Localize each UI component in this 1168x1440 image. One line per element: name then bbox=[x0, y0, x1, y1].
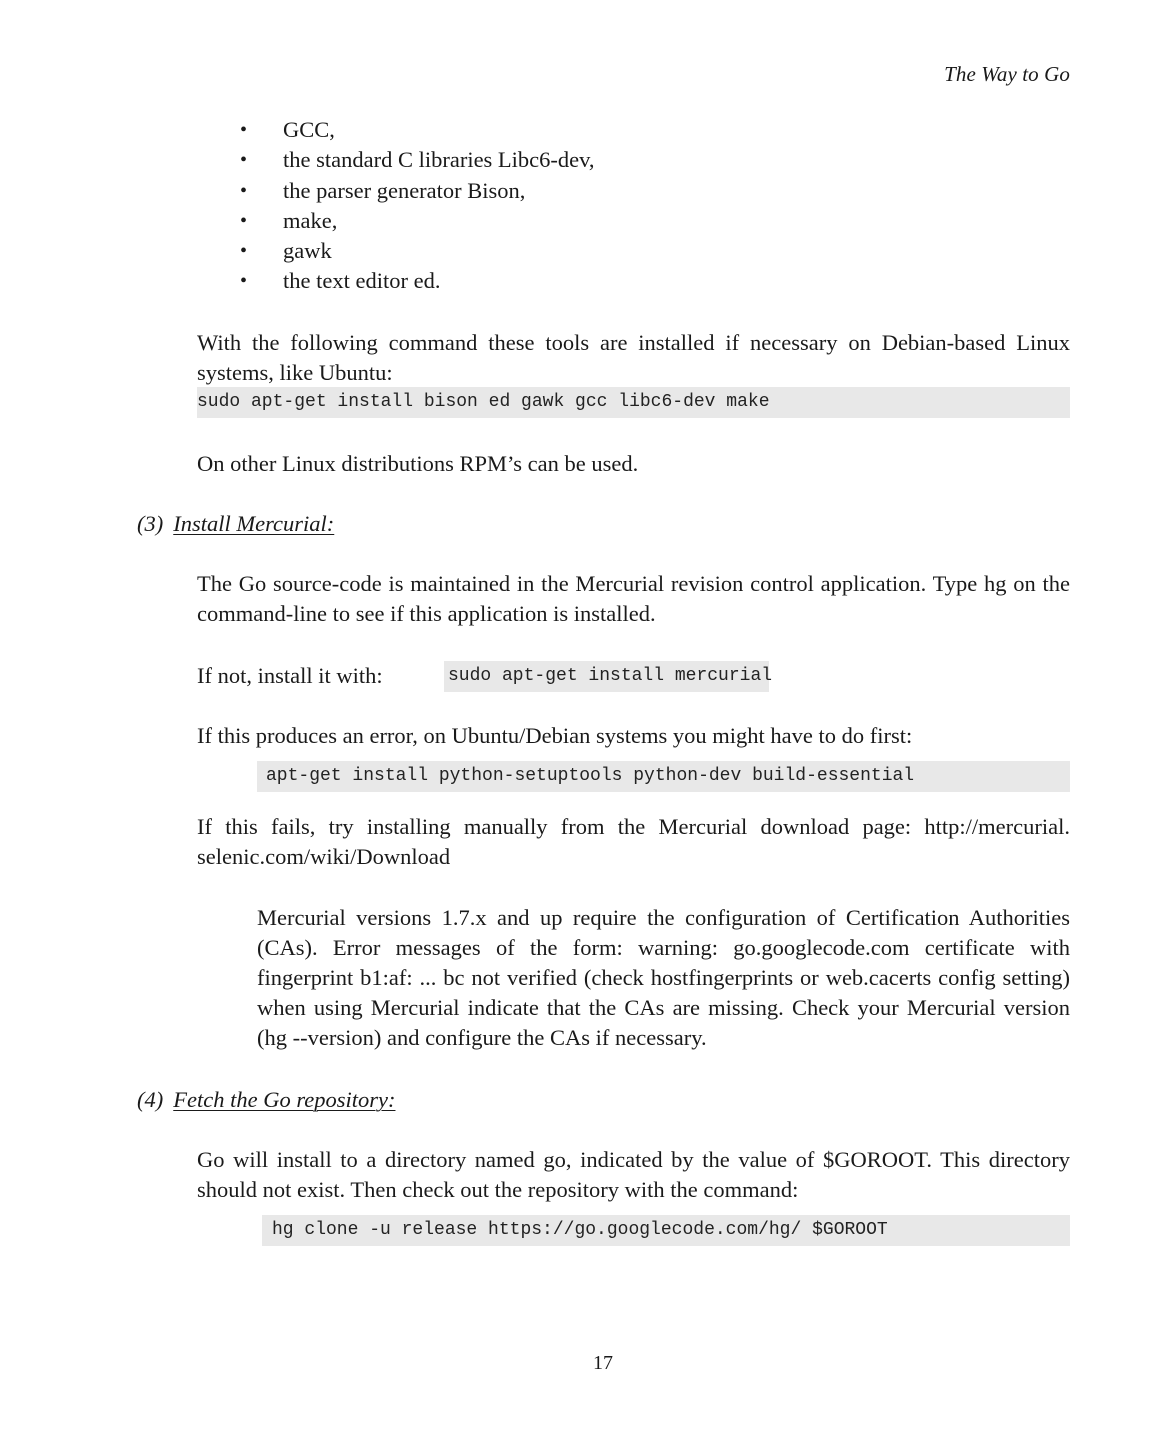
code-block-python-deps: apt-get install python-setuptools python-dev build-essential bbox=[257, 761, 1070, 792]
intro-paragraph: With the following command these tools are installed if necessary on Debian-based Linux systems, like Ubuntu: bbox=[197, 330, 1070, 385]
code-block-install-tools: sudo apt-get install bison ed gawk gcc libc6-dev make bbox=[197, 387, 1070, 418]
bullet-icon: • bbox=[240, 240, 248, 263]
code-inline-install-mercurial: sudo apt-get install mercurial bbox=[444, 661, 769, 692]
section-number: (3) bbox=[137, 511, 164, 536]
tool-list bbox=[240, 115, 595, 297]
list-item: • the text editor ed. bbox=[240, 266, 595, 296]
bullet-icon: • bbox=[240, 270, 248, 293]
list-item: • the standard C libraries Libc6-dev, bbox=[240, 145, 595, 175]
install-label: If not, install it with: bbox=[197, 663, 383, 688]
section-number: (4) bbox=[137, 1087, 164, 1112]
bullet-icon: • bbox=[240, 149, 248, 172]
bullet-icon: • bbox=[240, 179, 248, 202]
bullet-icon: • bbox=[240, 119, 248, 141]
section-title: Install Mercurial: bbox=[173, 511, 335, 536]
running-header: The Way to Go bbox=[944, 62, 1070, 86]
error-paragraph: If this produces an error, on Ubuntu/Debian systems you might have to do first: bbox=[197, 723, 913, 748]
section-heading-4 bbox=[137, 1085, 395, 1115]
list-item: • the parser generator Bison, bbox=[240, 176, 595, 206]
page-number: 17 bbox=[593, 1352, 613, 1374]
list-item: • make, bbox=[240, 206, 595, 236]
manual-install-paragraph: If this fails, try installing manually from the Mercurial download page: http://mercurial. selenic.com/wiki/Download bbox=[197, 814, 1070, 869]
ca-note-paragraph: Mercurial versions 1.7.x and up require the configuration of Certification Authorities (CAs). Error messages of the form: warning: go.googlecode.com certificate with fingerprint b1:af: ... bc not verified (check hostfingerprints or web.cacerts config setting) when using Mercurial indicate that the CAs are missing. Check your Mercurial version (hg --version) and configure the CAs if necessary. bbox=[257, 905, 1070, 1050]
bullet-icon: • bbox=[240, 209, 248, 232]
list-item: • gawk bbox=[240, 236, 595, 266]
code-block-hg-clone: hg clone -u release https://go.googlecode.com/hg/ $GOROOT bbox=[262, 1215, 1070, 1246]
rpm-note: On other Linux distributions RPM’s can be used. bbox=[197, 451, 639, 476]
fetch-paragraph: Go will install to a directory named go, indicated by the value of $GOROOT. This directory should not exist. Then check out the repository with the command: bbox=[197, 1147, 1070, 1202]
section-heading-3 bbox=[137, 509, 334, 539]
list-item: • GCC, bbox=[240, 115, 595, 145]
section-title: Fetch the Go repository: bbox=[173, 1087, 396, 1112]
mercurial-intro-paragraph: The Go source-code is maintained in the Mercurial revision control application. Type hg on the command-line to see if this application is installed. bbox=[197, 571, 1070, 626]
